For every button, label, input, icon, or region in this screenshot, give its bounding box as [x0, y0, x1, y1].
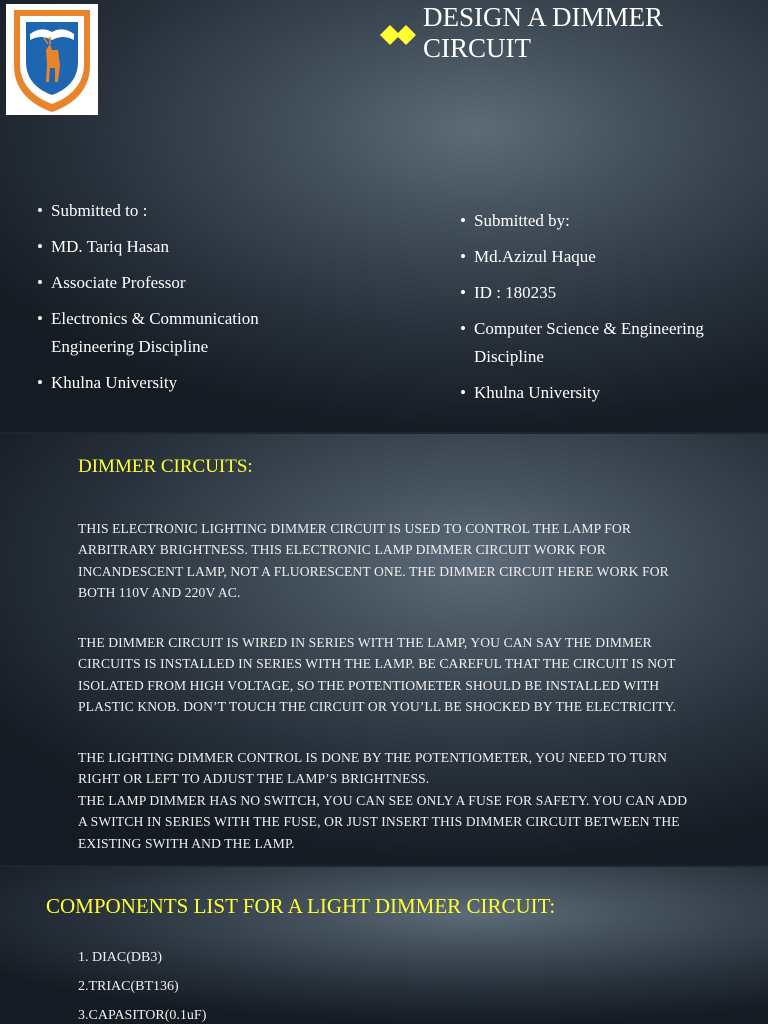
- list-item: • Submitted by:: [460, 207, 755, 235]
- list-item: • Submitted to :: [37, 197, 327, 225]
- components-list: [78, 943, 206, 1024]
- emblem-icon: [6, 4, 98, 115]
- list-item: • Khulna University: [460, 379, 755, 407]
- list-item: 3.CAPASITOR(0.1uF): [78, 1008, 207, 1023]
- paragraph: THE LIGHTING DIMMER CONTROL IS DONE BY THE POTENTIOMETER, YOU NEED TO TURN RIGHT OR LEFT TO ADJUST THE LAMP’S BRIGHTNESS.: [78, 750, 667, 787]
- list-item: 1. DIAC(DB3): [78, 950, 162, 965]
- list-item: • Associate Professor: [37, 269, 327, 297]
- slide-title: DESIGN A DIMMER CIRCUIT: [423, 2, 664, 63]
- paragraph: THE LAMP DIMMER HAS NO SWITCH, YOU CAN SEE ONLY A FUSE FOR SAFETY. YOU CAN ADD A SWITCH IN SERIES WITH THE FUSE, OR JUST INSERT THIS DIMMER CIRCUIT BETWEEN THE EXISTING SWITH AND THE LAMP.: [78, 793, 688, 851]
- list-item: • Electronics & Communication Engineering Discipline: [37, 305, 327, 361]
- slide-heading: DIMMER CIRCUITS:: [78, 456, 253, 477]
- list-item: • ID : 180235: [460, 279, 755, 307]
- list-item: • Computer Science & Engineering Discipline: [460, 315, 755, 371]
- components-slide: [0, 867, 768, 1024]
- dimmer-circuits-slide: [0, 434, 768, 865]
- submitted-by-list: [460, 207, 755, 407]
- submitted-to-list: [37, 197, 327, 397]
- list-item: 2.TRIAC(BT136): [78, 979, 179, 994]
- list-item: • Md.Azizul Haque: [460, 243, 755, 271]
- list-item: • MD. Tariq Hasan: [37, 233, 327, 261]
- slide-heading: COMPONENTS LIST FOR A LIGHT DIMMER CIRCUIT:: [46, 894, 556, 918]
- university-logo: [6, 4, 98, 115]
- list-item: • Khulna University: [37, 369, 327, 397]
- paragraph: THE DIMMER CIRCUIT IS WIRED IN SERIES WITH THE LAMP, YOU CAN SAY THE DIMMER CIRCUITS IS INSTALLED IN SERIES WITH THE LAMP. BE CAREFUL THAT THE CIRCUIT IS NOT ISOLATED FROM HIGH VOLTAGE, SO THE POTENTIOMETER SHOULD BE INSTALLED WITH PLASTIC KNOB. DON’T TOUCH THE CIRCUIT OR YOU’LL BE SHOCKED BY THE ELECTRICITY.: [78, 635, 677, 714]
- title-slide: [0, 0, 768, 432]
- diamond-bullet-icon: [380, 24, 420, 46]
- paragraph: THIS ELECTRONIC LIGHTING DIMMER CIRCUIT IS USED TO CONTROL THE LAMP FOR ARBITRARY BRIGHTNESS. THIS ELECTRONIC LAMP DIMMER CIRCUIT WORK FOR INCANDESCENT LAMP, NOT A FLUORESCENT ONE. THE DIMMER CIRCUIT HERE WORK FOR BOTH 110V AND 220V AC.: [78, 521, 669, 600]
